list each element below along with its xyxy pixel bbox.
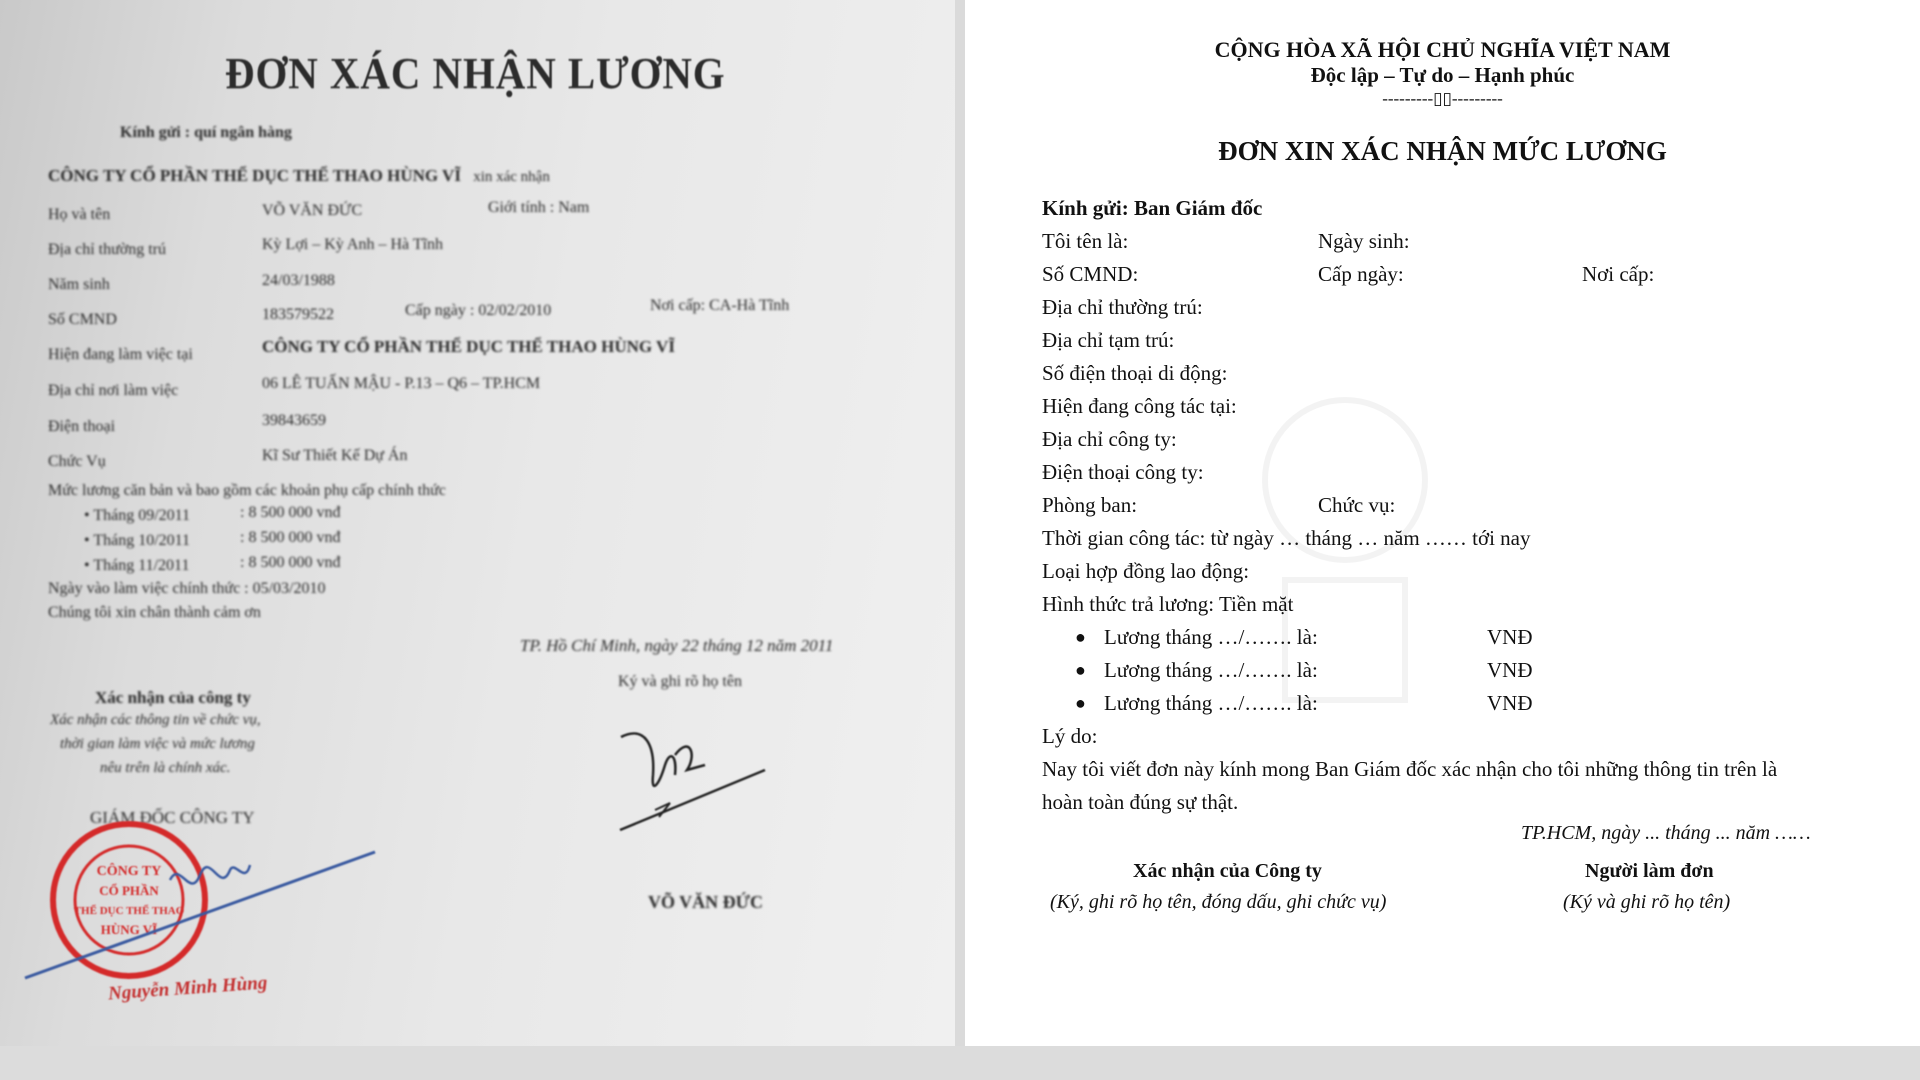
row-value-birth: 24/03/1988 [262, 272, 335, 289]
field-issue-place-label: Nơi cấp: [1582, 262, 1655, 286]
form-greeting: Kính gửi: Ban Giám đốc [1042, 196, 1263, 220]
company-confirm-title: Xác nhận của công ty [95, 688, 251, 707]
field-company-address: Địa chỉ công ty: [1042, 427, 1177, 451]
bullet-icon: ● [1075, 693, 1086, 713]
row-value-address: Kỳ Lợi – Kỳ Anh – Hà Tĩnh [262, 236, 444, 253]
request-line-1: Nay tôi viết đơn này kính mong Ban Giám đốc xác nhận cho tôi những thông tin trên là [1042, 757, 1778, 781]
salary-unit-2: VNĐ [1487, 658, 1533, 682]
row-id-issue-place: Nơi cấp: CA-Hà Tĩnh [650, 297, 790, 314]
national-header: CỘNG HÒA XÃ HỘI CHỦ NGHĨA VIỆT NAM [1214, 37, 1671, 62]
svg-text:HÙNG VĨ: HÙNG VĨ [100, 922, 158, 937]
field-name-label: Tôi tên là: [1042, 229, 1129, 253]
row-value-name: VÕ VĂN ĐỨC [262, 202, 363, 219]
company-suffix: xin xác nhận [473, 169, 550, 185]
company-confirm-note: (Ký, ghi rõ họ tên, đóng dấu, ghi chức vụ) [1050, 891, 1387, 913]
field-workplace: Hiện đang công tác tại: [1042, 394, 1237, 418]
national-motto: Độc lập – Tự do – Hạnh phúc [1310, 63, 1575, 87]
field-contract-type: Loại hợp đồng lao động: [1042, 559, 1250, 583]
row-value-work-address: 06 LÊ TUẤN MẬU - P.13 – Q6 – TP.HCM [262, 375, 541, 392]
row-id-issue-date: Cấp ngày : 02/02/2010 [405, 302, 552, 319]
salary-line-3: Lương tháng …/……. là: [1104, 691, 1318, 715]
salary-amount-3: : 8 500 000 vnđ [240, 554, 341, 571]
letter-greeting: Kính gửi : quí ngân hàng [120, 124, 292, 141]
salary-amount-1: : 8 500 000 vnđ [240, 504, 341, 521]
svg-text:CỔ PHẦN: CỔ PHẦN [99, 883, 159, 898]
svg-text:THỂ DỤC THỂ THAO: THỂ DỤC THỂ THAO [73, 905, 185, 917]
company-name: CÔNG TY CỔ PHẦN THỂ DỤC THỂ THAO HÙNG VĨ [48, 166, 461, 185]
field-work-time: Thời gian công tác: từ ngày … tháng … năm …… tới nay [1042, 526, 1531, 550]
director-name: Nguyễn Minh Hùng [107, 972, 268, 1005]
form-title: ĐƠN XIN XÁC NHẬN MỨC LƯƠNG [1218, 136, 1667, 166]
field-department: Phòng ban: [1042, 493, 1138, 517]
request-line-2: hoàn toàn đúng sự thật. [1042, 790, 1239, 814]
employee-signature [615, 725, 775, 845]
header-separator: ---------▯▯--------- [1382, 89, 1503, 108]
company-confirm-text-1: Xác nhận các thông tin về chức vụ, [50, 712, 261, 728]
row-label-phone: Điện thoại [48, 418, 116, 435]
field-issue-date-label: Cấp ngày: [1318, 262, 1404, 286]
letter-title: ĐƠN XÁC NHẬN LƯƠNG [225, 49, 726, 98]
company-confirm-heading: Xác nhận của Công ty [1133, 860, 1322, 882]
thanks: Chúng tôi xin chân thành cảm ơn [48, 604, 261, 621]
bullet-icon: ● [1075, 660, 1086, 680]
row-value-id: 183579522 [262, 306, 334, 323]
row-extra-gender: Giới tính : Nam [488, 199, 590, 216]
field-id-label: Số CMND: [1042, 262, 1139, 286]
row-value-phone: 39843659 [262, 412, 326, 429]
salary-month-1: • Tháng 09/2011 [84, 507, 191, 524]
company-confirm-text-2: thời gian làm việc và mức lương [60, 736, 255, 752]
field-reason: Lý do: [1042, 724, 1098, 748]
svg-text:CÔNG TY: CÔNG TY [96, 864, 162, 879]
employee-name: VÕ VĂN ĐỨC [648, 892, 763, 912]
company-confirm-text-3: nêu trên là chính xác. [100, 760, 231, 776]
scanned-salary-letter [0, 0, 955, 1046]
row-value-workplace: CÔNG TY CỔ PHẦN THỂ DỤC THỂ THAO HÙNG VĨ [262, 337, 675, 356]
field-temp-address: Địa chỉ tạm trú: [1042, 328, 1175, 352]
applicant-heading: Người làm đơn [1585, 860, 1714, 882]
field-mobile: Số điện thoại di động: [1042, 361, 1228, 385]
salary-month-2: • Tháng 10/2011 [84, 532, 191, 549]
row-label-address: Địa chỉ thường trú [48, 241, 166, 258]
applicant-note: (Ký và ghi rõ họ tên) [1563, 891, 1731, 913]
salary-amount-2: : 8 500 000 vnđ [240, 529, 341, 546]
salary-line-2: Lương tháng …/……. là: [1104, 658, 1318, 682]
letter-company-line [48, 166, 550, 186]
field-permanent-address: Địa chỉ thường trú: [1042, 295, 1203, 319]
field-company-phone: Điện thoại công ty: [1042, 460, 1204, 484]
bottom-background-strip [0, 1046, 1920, 1080]
row-label-position: Chức Vụ [48, 453, 106, 470]
start-date: Ngày vào làm việc chính thức : 05/03/2010 [48, 580, 326, 597]
row-label-name: Họ và tên [48, 206, 111, 223]
row-label-workplace: Hiện đang làm việc tại [48, 346, 193, 363]
salary-unit-3: VNĐ [1487, 691, 1533, 715]
field-dob-label: Ngày sinh: [1318, 229, 1410, 253]
image-divider [955, 0, 965, 1046]
salary-confirmation-form [965, 0, 1920, 1046]
place-date: TP. Hồ Chí Minh, ngày 22 tháng 12 năm 2011 [520, 636, 834, 655]
row-label-work-address: Địa chỉ nơi làm việc [48, 382, 179, 399]
row-label-id: Số CMND [48, 311, 117, 328]
form-place-date: TP.HCM, ngày ... tháng ... năm …… [1521, 822, 1811, 844]
salary-intro: Mức lương căn bản và bao gồm các khoản phụ cấp chính thức [48, 482, 446, 499]
field-pay-method: Hình thức trả lương: Tiền mặt [1042, 592, 1294, 616]
salary-month-3: • Tháng 11/2011 [84, 557, 190, 574]
field-position: Chức vụ: [1318, 493, 1396, 517]
sign-note: Ký và ghi rõ họ tên [618, 673, 742, 690]
row-label-birth: Năm sinh [48, 276, 110, 293]
director-title: GIÁM ĐỐC CÔNG TY [90, 808, 255, 827]
salary-line-1: Lương tháng …/……. là: [1104, 625, 1318, 649]
salary-unit-1: VNĐ [1487, 625, 1533, 649]
bullet-icon: ● [1075, 627, 1086, 647]
row-value-position: Kĩ Sư Thiết Kế Dự Án [262, 447, 408, 464]
